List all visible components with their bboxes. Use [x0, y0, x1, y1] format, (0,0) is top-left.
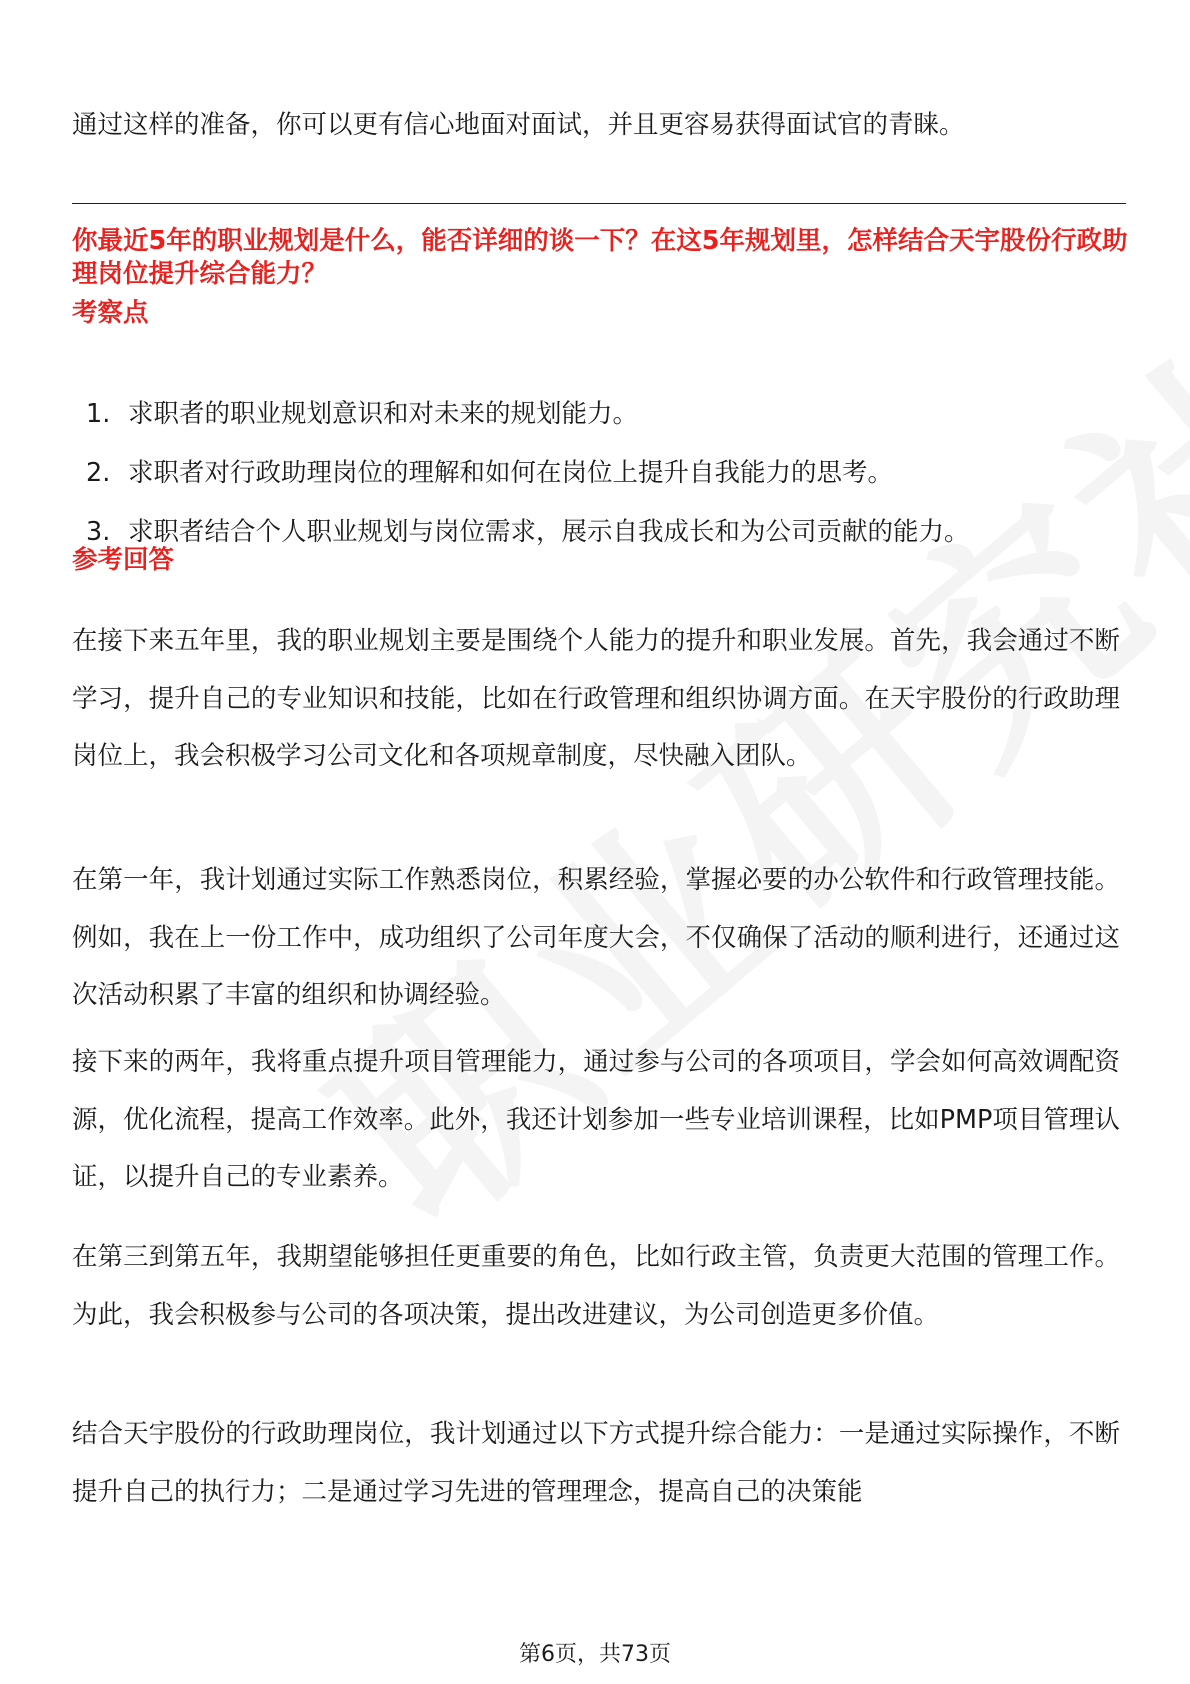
- list-item-text: 求职者对行政助理岗位的理解和如何在岗位上提升自我能力的思考。: [128, 458, 894, 488]
- answer-paragraph: 结合天宇股份的行政助理岗位，我计划通过以下方式提升综合能力：一是通过实际操作，不断提升自己的执行力；二是通过学习先进的管理理念，提高自己的决策能: [72, 1419, 1120, 1507]
- question-heading: 你最近5年的职业规划是什么，能否详细的谈一下？在这5年规划里，怎样结合天宇股份行政助理岗位提升综合能力？: [72, 226, 1128, 289]
- list-item-number: 3.: [86, 517, 111, 547]
- answer-paragraph: 在第一年，我计划通过实际工作熟悉岗位，积累经验，掌握必要的办公软件和行政管理技能。例如，我在上一份工作中，成功组织了公司年度大会，不仅确保了活动的顺利进行，还通过这次活动积累了丰富的组织和协调经验。: [72, 865, 1120, 1010]
- answer-paragraph: 接下来的两年，我将重点提升项目管理能力，通过参与公司的各项项目，学会如何高效调配资源，优化流程，提高工作效率。此外，我还计划参加一些专业培训课程，比如PMP项目管理认证，以提升自己的专业素养。: [72, 1047, 1120, 1192]
- list-item-number: 2.: [86, 458, 111, 488]
- list-item-number: 1.: [86, 399, 111, 429]
- list-item-text: 求职者结合个人职业规划与岗位需求，展示自我成长和为公司贡献的能力。: [128, 517, 970, 547]
- intro-paragraph: 通过这样的准备，你可以更有信心地面对面试，并且更容易获得面试官的青睐。: [72, 110, 965, 140]
- section-divider: [72, 203, 1126, 204]
- list-item: [72, 451, 1122, 510]
- answer-paragraph: 在接下来五年里，我的职业规划主要是围绕个人能力的提升和职业发展。首先，我会通过不断学习，提升自己的专业知识和技能，比如在行政管理和组织协调方面。在天宇股份的行政助理岗位上，我会积极学习公司文化和各项规章制度，尽快融入团队。: [72, 626, 1120, 771]
- points-list: [72, 392, 1122, 569]
- list-item: [72, 392, 1122, 451]
- answer-section-title: 参考回答: [72, 545, 175, 575]
- list-item: [72, 510, 1122, 569]
- answer-paragraph: 在第三到第五年，我期望能够担任更重要的角色，比如行政主管，负责更大范围的管理工作。为此，我会积极参与公司的各项决策，提出改进建议，为公司创造更多价值。: [72, 1242, 1120, 1330]
- points-section-title: 考察点: [72, 298, 149, 328]
- page-number-footer: 第6页，共73页: [519, 1642, 671, 1667]
- list-item-text: 求职者的职业规划意识和对未来的规划能力。: [128, 399, 639, 429]
